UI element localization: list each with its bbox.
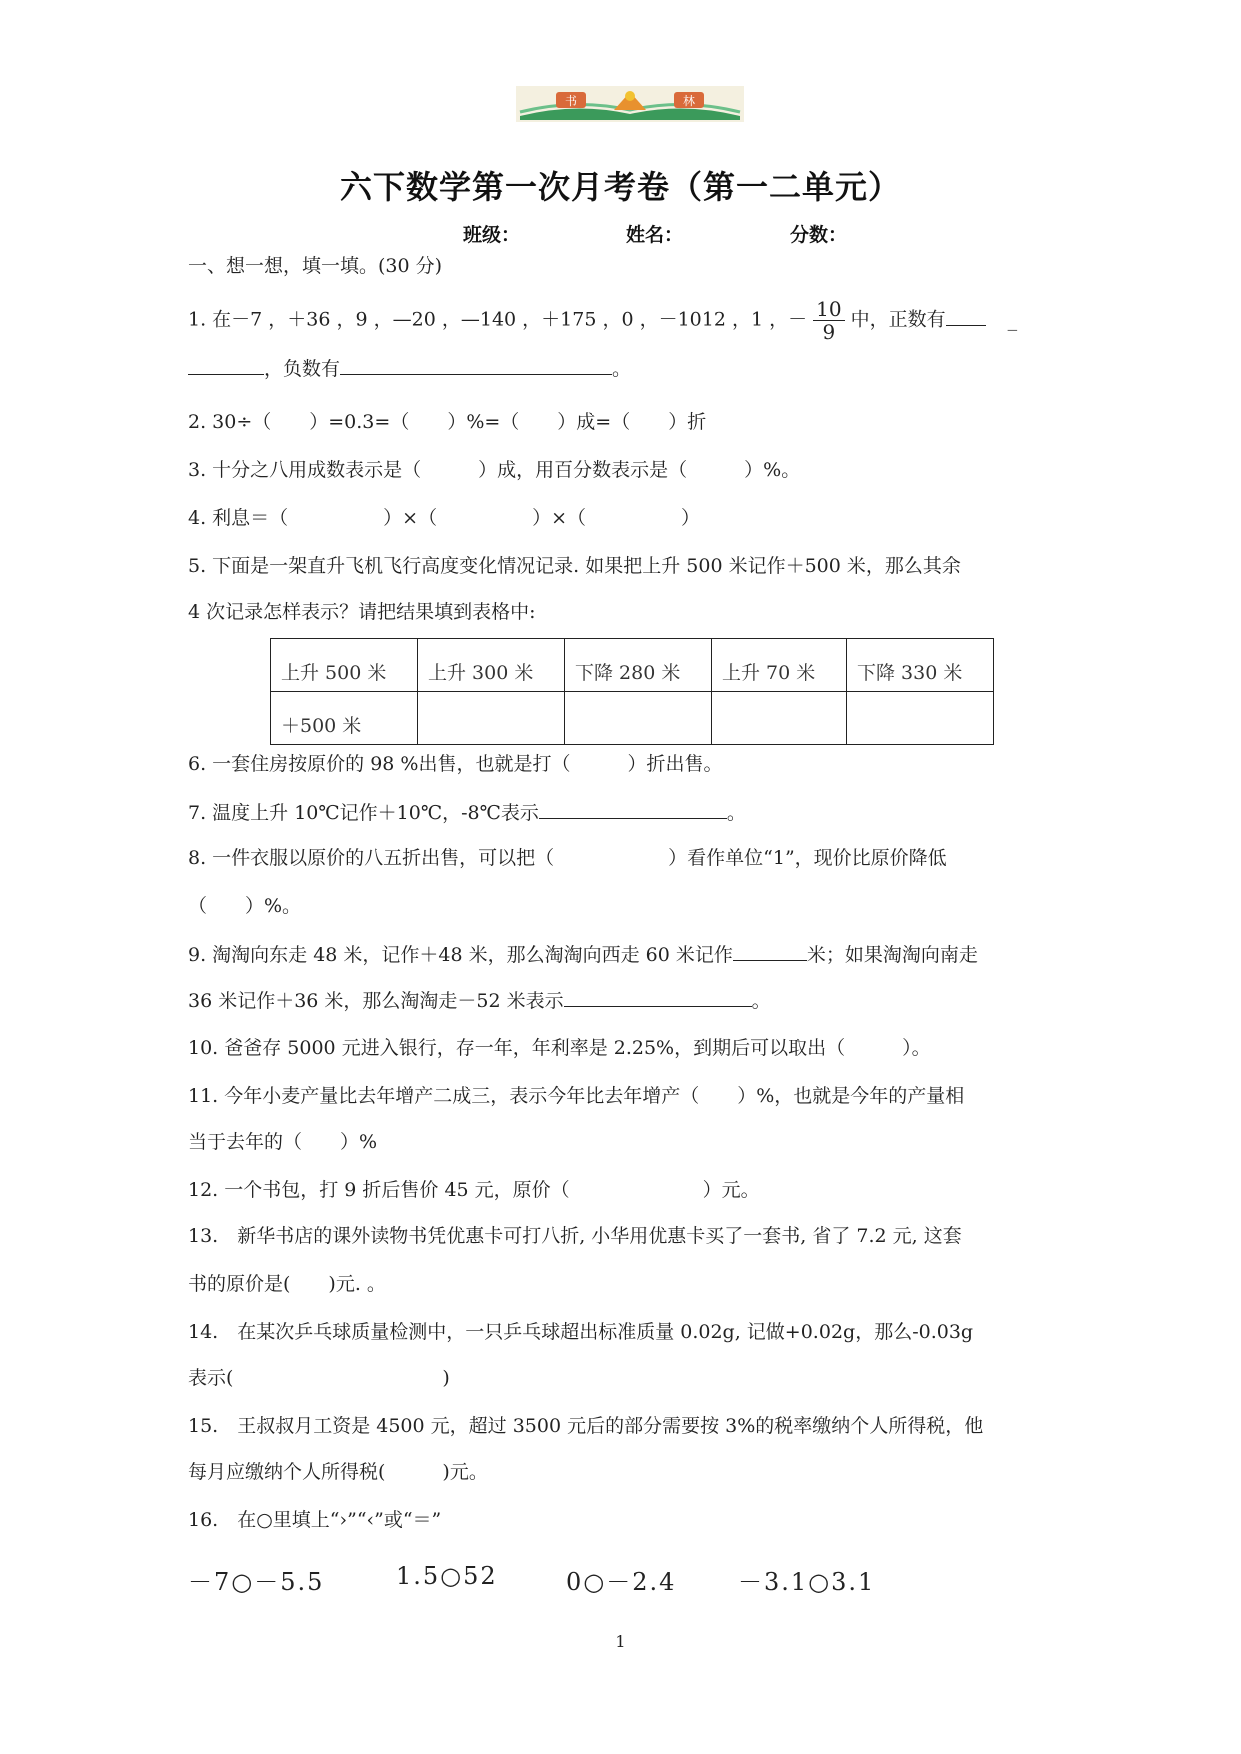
table-answer-cell[interactable] (847, 692, 994, 745)
question-14-line-1: 14. 在某次乒乓球质量检测中，一只乒乓球超出标准质量 0.02g, 记做+0.02g，那么-0.03g (188, 1321, 974, 1343)
question-1-line-2 (188, 356, 631, 381)
question-4: 4. 利息＝（ ）×（ ）×（ ） (188, 507, 701, 529)
table-answer-cell[interactable] (712, 692, 847, 745)
question-8-line-1: 8. 一件衣服以原价的八五折出售，可以把（ ）看作单位“1”，现价比原价降低 (188, 847, 947, 869)
question-11-line-2: 当于去年的（ ）% (188, 1131, 378, 1153)
question-6: 6. 一套住房按原价的 98 %出售，也就是打（ ）折出售。 (188, 753, 723, 775)
question-13-line-1: 13. 新华书店的课外读物书凭优惠卡可打八折, 小华用优惠卡买了一套书, 省了 7.2 元, 这套 (188, 1225, 962, 1247)
section-heading: 一、想一想，填一填。(30 分) (188, 255, 443, 277)
page-number: 1 (615, 1632, 626, 1651)
q9-line1b: 米；如果淘淘向南走 (806, 944, 978, 966)
class-label: 班级： (463, 224, 521, 246)
table-header-cell: 上升 70 米 (712, 639, 847, 692)
question-5-line-2: 4 次记录怎样表示？请把结果填到表格中: (188, 601, 536, 623)
q1-tail: _ (1007, 308, 1018, 331)
answer-blank[interactable] (946, 307, 986, 326)
table-answer-cell[interactable] (418, 692, 565, 745)
q9-line2: 36 米记作＋36 米，那么淘淘走－52 米表示 (188, 990, 564, 1012)
question-16: 16. 在○里填上“›”“‹”或“＝” (188, 1509, 442, 1531)
question-5-line-1: 5. 下面是一架直升飞机飞行高度变化情况记录. 如果把上升 500 米记作＋500 米，那么其余 (188, 555, 961, 577)
question-7 (188, 800, 746, 825)
table-cell: ＋500 米 (271, 692, 418, 745)
svg-text:林: 林 (682, 94, 696, 108)
q7-text: 7. 温度上升 10℃记作＋10℃，-8℃表示 (188, 802, 539, 824)
q1-prefix: 1. 在－7 ，＋36 ，9 ，—20 ，—140 ，＋175 ，0 ，－1012 ，1 ，－ (188, 308, 808, 331)
comparison-item: －3.1○3.1 (738, 1568, 876, 1596)
question-9-line-1 (188, 942, 978, 967)
question-13-line-2: 书的原价是( )元. 。 (188, 1273, 386, 1295)
table-header-cell: 上升 300 米 (418, 639, 565, 692)
question-15-line-2: 每月应缴纳个人所得税( )元。 (188, 1461, 488, 1483)
fraction-numerator: 10 (813, 298, 844, 321)
question-14-line-2: 表示( ) (188, 1367, 450, 1389)
q7-end: 。 (726, 802, 746, 824)
question-10: 10. 爸爸存 5000 元进入银行，存一年，年利率是 2.25%，到期后可以取出（ ）。 (188, 1037, 931, 1059)
question-2: 2. 30÷（ ）=0.3=（ ）%=（ ）成=（ ）折 (188, 411, 707, 433)
table-header-row (271, 639, 994, 692)
page-title: 六下数学第一次月考卷（第一二单元） (339, 168, 901, 206)
svg-text:书: 书 (564, 94, 578, 108)
answer-blank[interactable] (539, 800, 727, 819)
q1-line2-end: 。 (612, 358, 632, 380)
logo (516, 86, 744, 122)
comparison-item: 1.5○52 (396, 1562, 498, 1590)
question-12: 12. 一个书包，打 9 折后售价 45 元，原价（ ）元。 (188, 1179, 760, 1201)
fraction (813, 298, 844, 343)
table-header-cell: 下降 280 米 (565, 639, 712, 692)
answer-blank[interactable] (188, 356, 264, 375)
fraction-denominator: 9 (822, 320, 836, 344)
table-header-cell: 下降 330 米 (847, 639, 994, 692)
score-label: 分数： (790, 224, 848, 246)
name-label: 姓名： (626, 224, 684, 246)
comparison-item: －7○－5.5 (188, 1568, 325, 1596)
q9-line1a: 9. 淘淘向东走 48 米，记作＋48 米，那么淘淘向西走 60 米记作 (188, 944, 733, 966)
question-11-line-1: 11. 今年小麦产量比去年增产二成三，表示今年比去年增产（ ）%，也就是今年的产量相 (188, 1085, 965, 1107)
question-3: 3. 十分之八用成数表示是（ ）成，用百分数表示是（ ）%。 (188, 459, 801, 481)
comparison-item: 0○－2.4 (566, 1568, 677, 1596)
table-header-cell: 上升 500 米 (271, 639, 418, 692)
table-row (271, 692, 994, 745)
logo-graphic (516, 86, 744, 122)
question-1-line-1 (188, 298, 1017, 343)
answer-blank[interactable] (340, 356, 612, 375)
q1-line2-mid: ，负数有 (264, 358, 341, 380)
question-9-line-2 (188, 988, 771, 1013)
record-table (270, 638, 994, 745)
answer-blank[interactable] (733, 942, 807, 961)
q1-suffix: 中，正数有 (850, 308, 946, 331)
q9-line2-end: 。 (751, 990, 771, 1012)
question-8-line-2: （ ）%。 (188, 895, 302, 917)
answer-blank[interactable] (564, 988, 752, 1007)
question-15-line-1: 15. 王叔叔月工资是 4500 元，超过 3500 元后的部分需要按 3%的税率缴纳个人所得税，他 (188, 1415, 984, 1437)
table-answer-cell[interactable] (565, 692, 712, 745)
